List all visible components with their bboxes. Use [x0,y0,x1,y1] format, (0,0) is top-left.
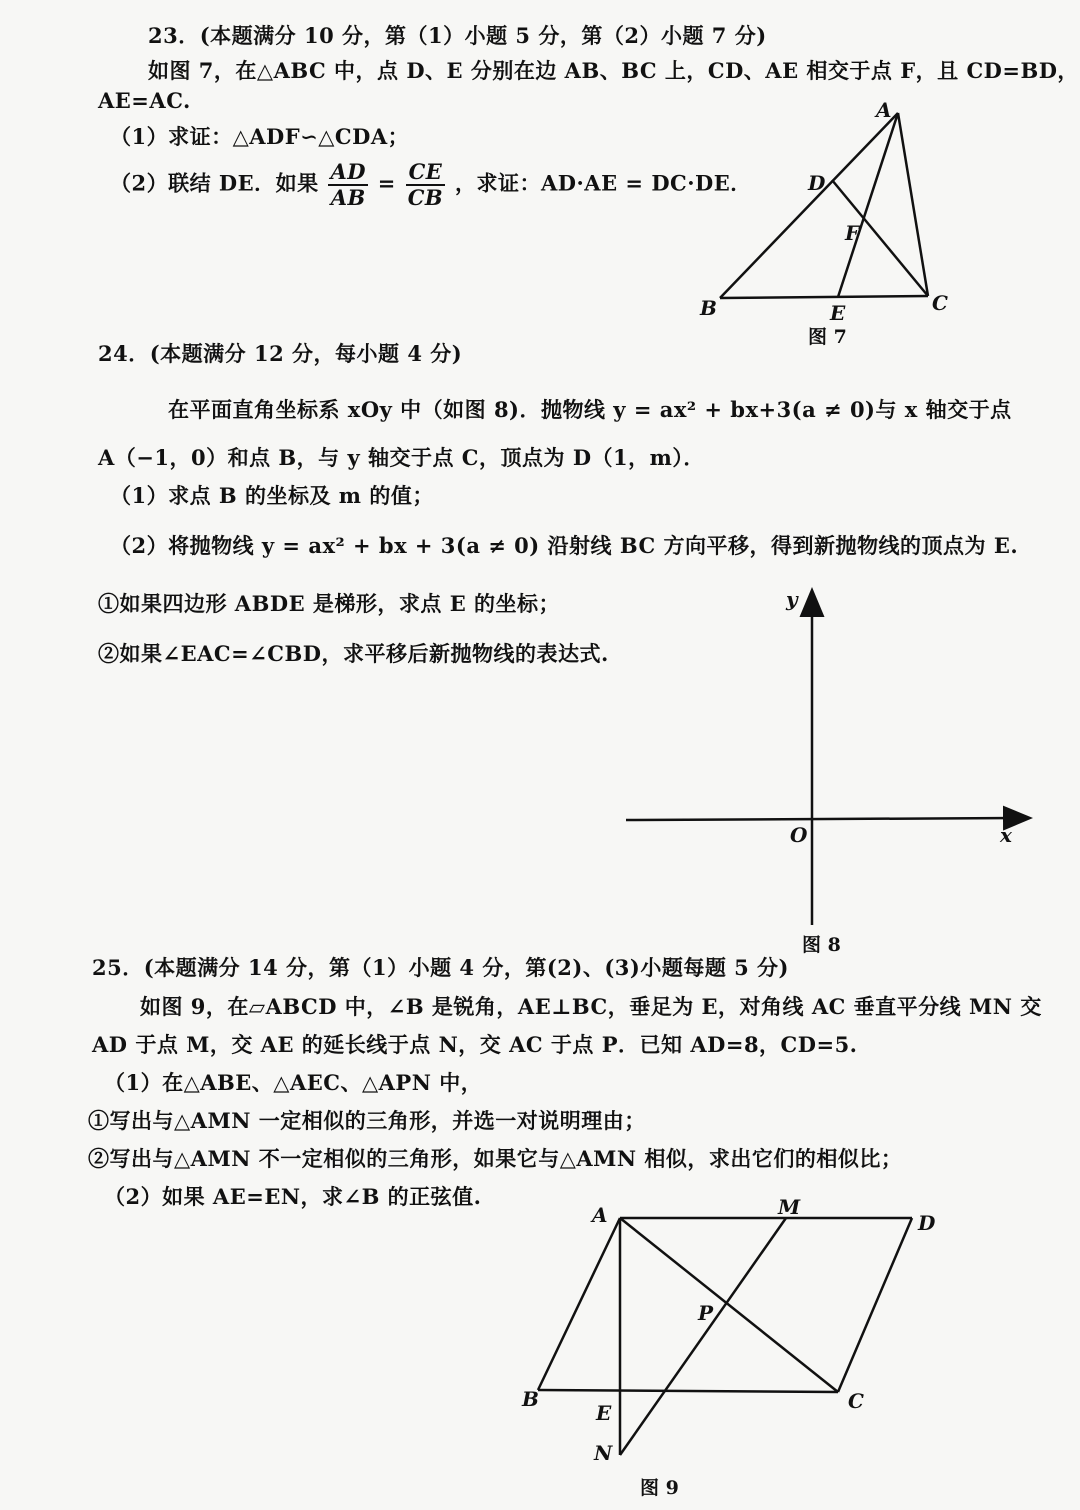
fig7-label-e: E [830,301,846,325]
q24-part1: （1）求点 B 的坐标及 m 的值； [110,483,434,508]
figure-9 [510,1190,950,1505]
q23-part2-prefix: （2）联结 DE．如果 [110,170,319,196]
q23-part1: （1）求证：△ADF∽△CDA； [110,124,410,149]
q25-part2: （2）如果 AE=EN，求∠B 的正弦值. [104,1184,482,1209]
q25-part1: （1）在△ABE、△AEC、△APN 中， [104,1070,483,1095]
fig9-label-m: M [778,1195,801,1219]
fig7-side-bc [720,296,928,298]
fig9-label-c: C [848,1389,864,1413]
fig7-segment-ae [838,113,898,297]
q25-intro-line1: 如图 9，在▱ABCD 中，∠B 是锐角，AE⊥BC，垂足为 E，对角线 AC 垂直平分线 MN 交 [140,994,1042,1019]
fig9-diagonal-ac [620,1218,838,1392]
fig7-label-c: C [932,291,948,315]
fig9-label-d: D [918,1211,936,1235]
fig9-label-e: E [596,1401,612,1425]
fig9-label-b: B [522,1387,539,1411]
fig8-label-y: y [786,587,798,611]
fig7-label-f: F [845,221,860,245]
q23-fraction-ce-cb [406,160,445,210]
q25-header: 25．(本题满分 14 分，第（1）小题 4 分，第(2)、(3)小题每题 5 分) [92,955,789,980]
fig7-label-a: A [876,98,892,122]
q23-frac1-denominator: AB [330,185,366,210]
q24-part2: （2）将抛物线 y = ax² + bx + 3(a ≠ 0) 沿射线 BC 方向平移，得到新抛物线的顶点为 E. [110,533,1019,558]
q24-sub2: ②如果∠EAC=∠CBD，求平移后新抛物线的表达式. [98,641,609,666]
q24-intro-line2: A（−1，0）和点 B，与 y 轴交于点 C，顶点为 D（1，m）． [98,445,705,470]
q25-sub1: ①写出与△AMN 一定相似的三角形，并选一对说明理由； [88,1108,646,1133]
fig7-caption: 图 7 [808,326,847,348]
q23-frac2-denominator: CB [407,185,444,210]
q23-frac1-numerator: AD [330,159,366,184]
figure-8 [620,580,1040,960]
figure-7 [690,95,970,355]
fig9-label-p: P [698,1301,714,1325]
fig8-label-x: x [1000,823,1012,847]
q23-header: 23．(本题满分 10 分，第（1）小题 5 分，第（2）小题 7 分) [148,23,767,48]
fig7-label-d: D [808,171,826,195]
q23-frac2-numerator: CE [406,160,445,186]
q24-header: 24．(本题满分 12 分，每小题 4 分) [98,341,463,366]
q23-intro-line2: AE=AC. [98,88,191,113]
fig7-side-ac [898,113,928,296]
q23-fraction-ad-ab [328,160,368,210]
fig8-x-axis [626,818,1028,820]
fig8-label-origin: O [790,823,808,847]
fig9-side-dc [838,1218,912,1392]
fig9-side-ab [538,1218,620,1390]
fig9-segment-mn [620,1218,786,1455]
fig9-label-a: A [592,1203,608,1227]
fig9-caption: 图 9 [640,1477,679,1499]
q25-sub2: ②写出与△AMN 不一定相似的三角形，如果它与△AMN 相似，求出它们的相似比； [88,1146,903,1171]
q23-intro-line1: 如图 7，在△ABC 中，点 D、E 分别在边 AB、BC 上，CD、AE 相交于点 F，且 CD=BD， [148,58,1079,83]
q25-intro-line2: AD 于点 M，交 AE 的延长线于点 N，交 AC 于点 P．已知 AD=8，CD=5. [92,1032,858,1057]
fig7-label-b: B [700,296,717,320]
q23-equals: = [377,170,396,196]
fig7-side-ab [720,113,898,298]
q24-sub1: ①如果四边形 ABDE 是梯形，求点 E 的坐标； [98,591,561,616]
fig8-caption: 图 8 [802,934,841,956]
fig9-label-n: N [594,1441,613,1465]
fig9-side-bc [538,1390,838,1392]
q24-intro-line1: 在平面直角坐标系 xOy 中（如图 8)．抛物线 y = ax² + bx+3(a ≠ 0)与 x 轴交于点 [168,397,1012,422]
q23-part2 [110,160,752,210]
q23-part2-suffix: ，求证：AD·AE = DC·DE． [454,170,752,196]
